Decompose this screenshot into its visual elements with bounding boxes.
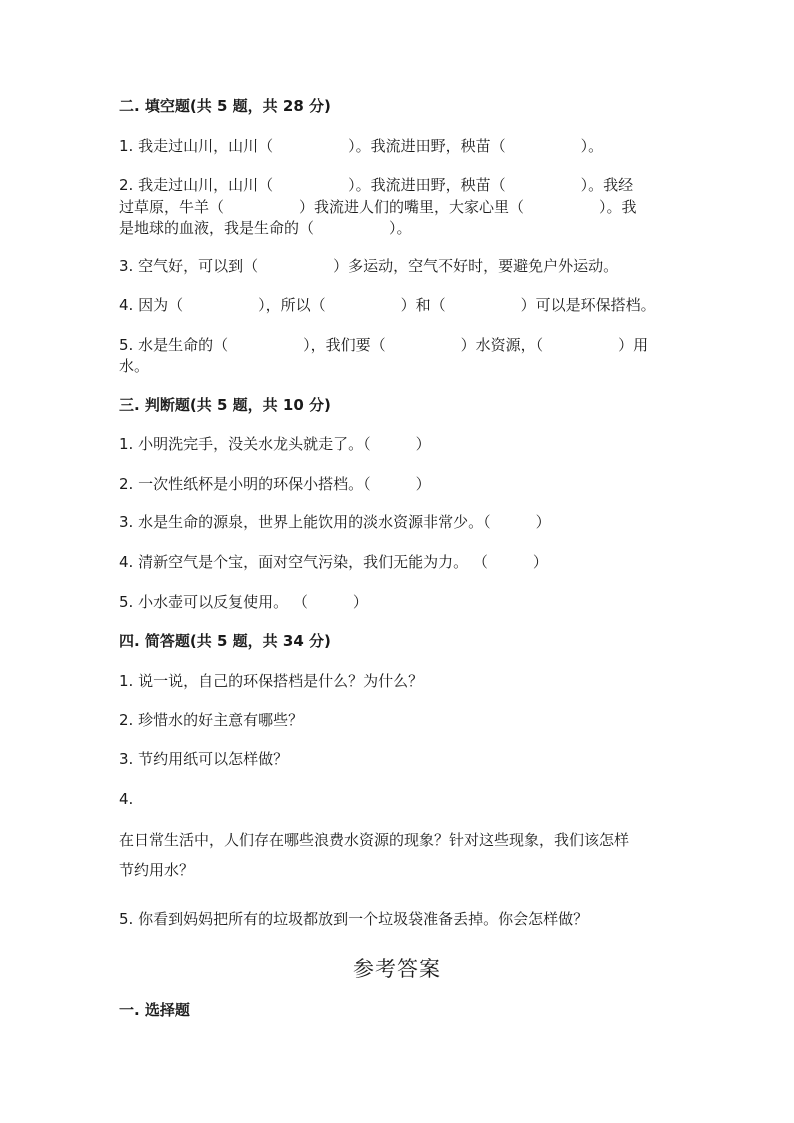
judge-question-1: 1. 小明洗完手，没关水龙头就走了。（ ） <box>119 435 431 453</box>
fill-question-5-line-2: 水。 <box>119 357 150 375</box>
judge-question-4: 4. 清新空气是个宝，面对空气污染，我们无能为力。 （ ） <box>119 553 548 571</box>
answer-key-title: 参考答案 <box>353 957 441 981</box>
short-question-1: 1. 说一说，自己的环保搭档是什么？为什么？ <box>119 672 424 690</box>
fill-question-1: 1. 我走过山川，山川（ ）。我流进田野，秧苗（ ）。 <box>119 137 604 155</box>
short-question-4-number: 4. <box>119 790 134 808</box>
short-question-3: 3. 节约用纸可以怎样做？ <box>119 750 289 768</box>
judge-question-3: 3. 水是生命的源泉，世界上能饮用的淡水资源非常少。（ ） <box>119 513 551 531</box>
fill-question-5-line-1: 5. 水是生命的（ ），我们要（ ）水资源，（ ）用 <box>119 336 649 354</box>
section-4-heading: 四. 简答题(共 5 题，共 34 分) <box>119 632 331 650</box>
fill-question-3: 3. 空气好，可以到（ ）多运动，空气不好时，要避免户外运动。 <box>119 257 619 275</box>
short-question-5: 5. 你看到妈妈把所有的垃圾都放到一个垃圾袋准备丢掉。你会怎样做？ <box>119 910 589 928</box>
judge-question-2: 2. 一次性纸杯是小明的环保小搭档。（ ） <box>119 475 431 493</box>
fill-question-4: 4. 因为（ ），所以（ ）和（ ）可以是环保搭档。 <box>119 296 656 314</box>
fill-question-2-line-2: 过草原，牛羊（ ）我流进人们的嘴里，大家心里（ ）。我 <box>119 198 637 216</box>
judge-question-5: 5. 小水壶可以反复使用。 （ ） <box>119 593 368 611</box>
answer-section-1-heading: 一. 选择题 <box>119 1001 190 1019</box>
short-question-2: 2. 珍惜水的好主意有哪些？ <box>119 711 304 729</box>
fill-question-2-line-1: 2. 我走过山川，山川（ ）。我流进田野，秧苗（ ）。我经 <box>119 176 634 194</box>
short-question-4-line-1: 在日常生活中，人们存在哪些浪费水资源的现象？针对这些现象，我们该怎样 <box>119 831 630 849</box>
section-2-heading: 二. 填空题(共 5 题，共 28 分) <box>119 97 331 115</box>
short-question-4-line-2: 节约用水？ <box>119 861 195 879</box>
fill-question-2-line-3: 是地球的血液，我是生命的（ ）。 <box>119 219 412 237</box>
section-3-heading: 三. 判断题(共 5 题，共 10 分) <box>119 396 331 414</box>
